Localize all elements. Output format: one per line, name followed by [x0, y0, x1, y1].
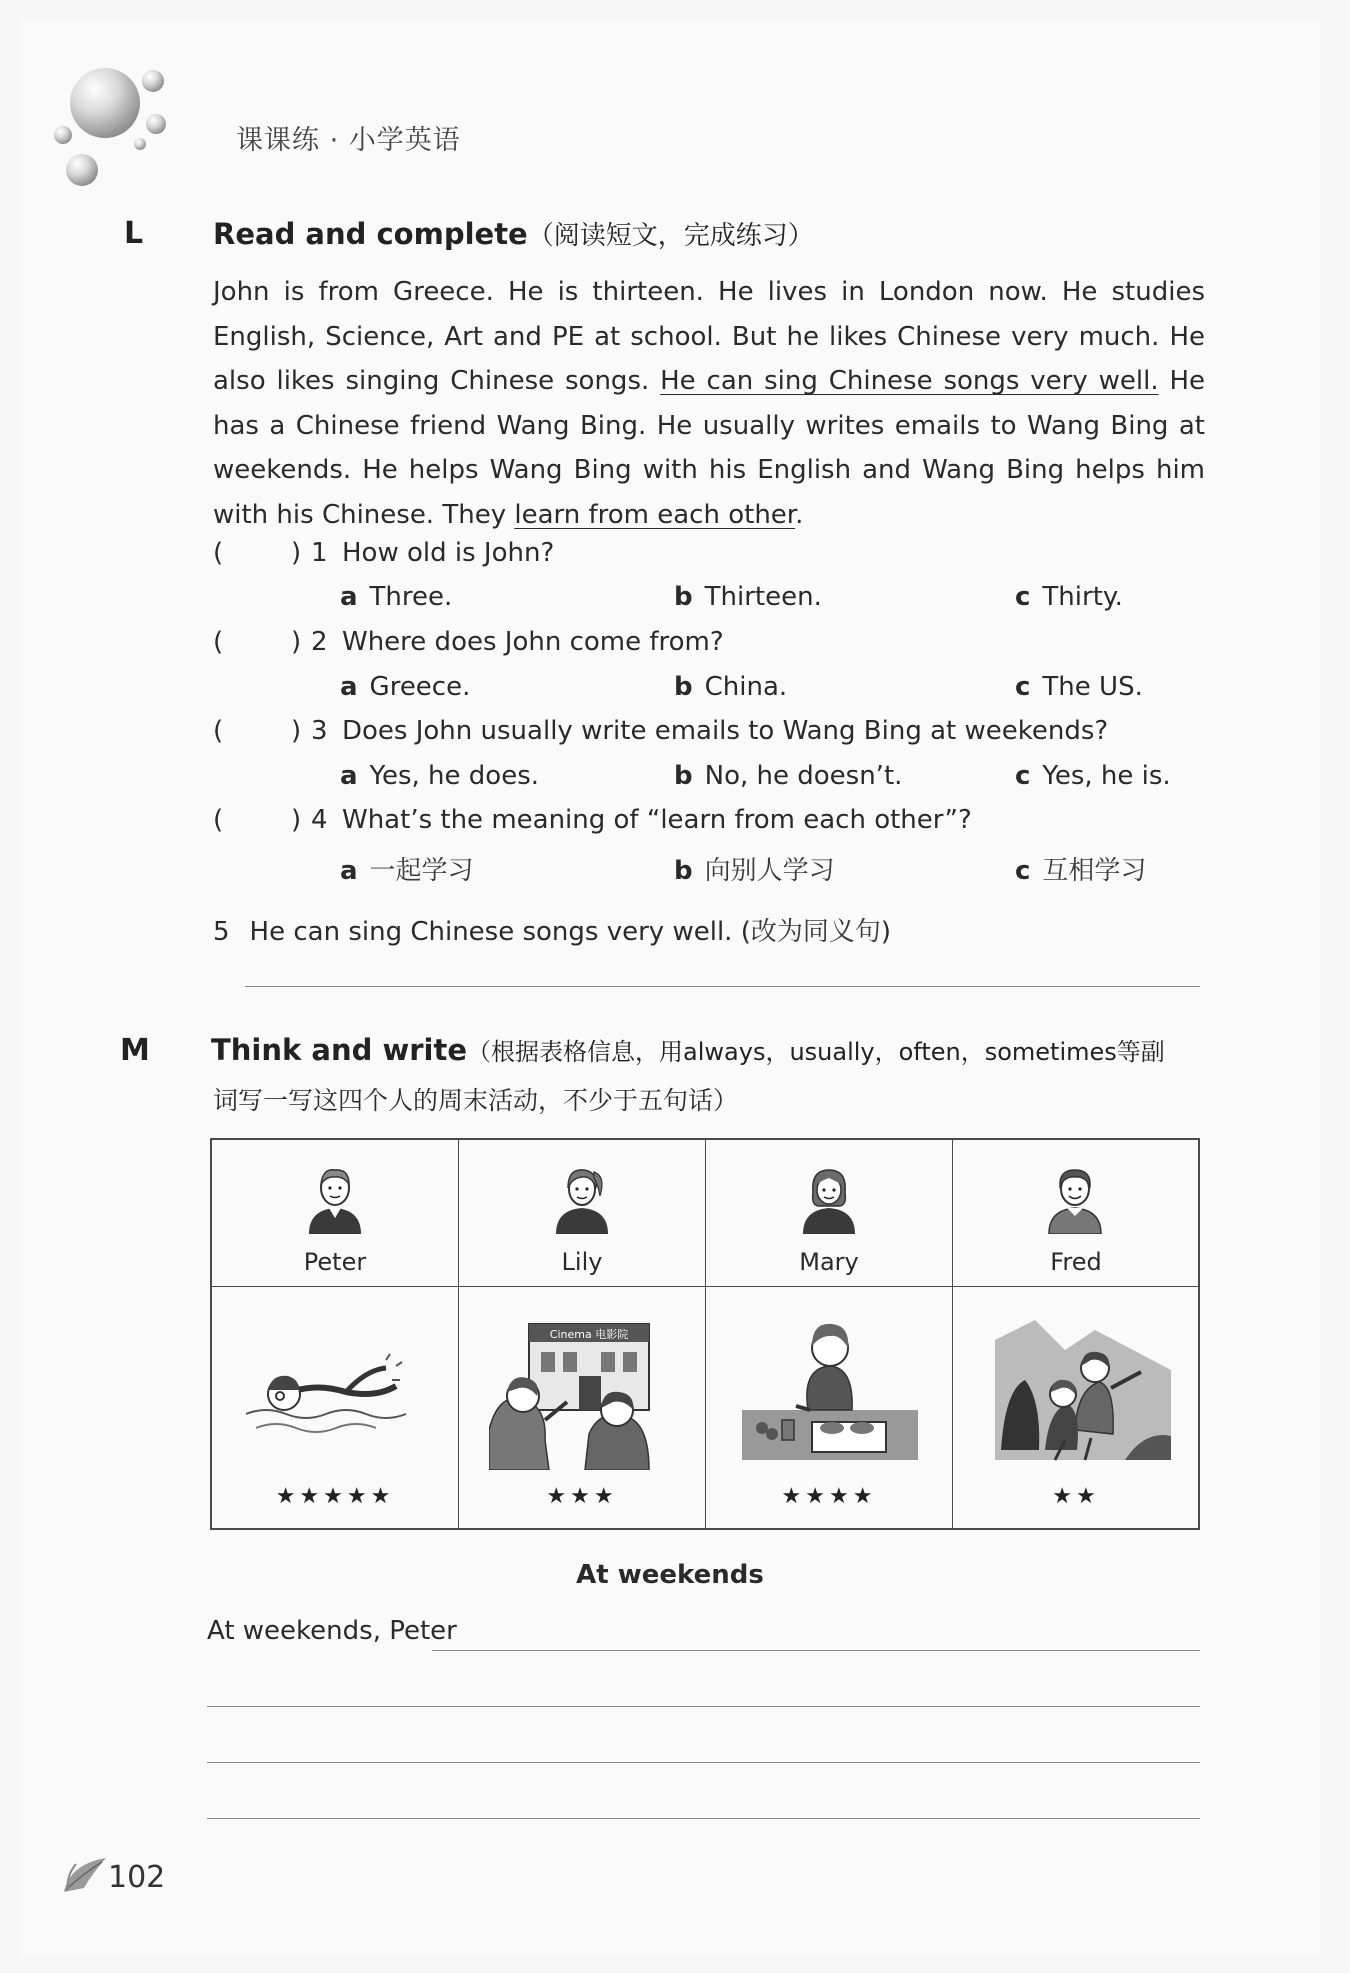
- reading-passage: [213, 270, 1205, 537]
- option-c[interactable]: c Thirty.: [1015, 582, 1123, 612]
- option-c[interactable]: c 互相学习: [1015, 856, 1147, 886]
- passage-underlined-sentence: He can sing Chinese songs very well.: [660, 366, 1159, 396]
- writing-title: At weekends: [576, 1560, 764, 1590]
- question-number: 4: [311, 805, 328, 835]
- question-instruction-cn: 改为同义句: [750, 917, 881, 947]
- option-c[interactable]: c The US.: [1015, 672, 1143, 702]
- boy-avatar-icon: [305, 1162, 365, 1234]
- question-text: Does John usually write emails to Wang Bing at weekends?: [342, 716, 1109, 746]
- option-b[interactable]: b China.: [674, 672, 788, 702]
- section-l-title-en: Read and complete: [213, 217, 528, 251]
- question-3-options: [340, 761, 1240, 801]
- option-a[interactable]: a Yes, he does.: [340, 761, 540, 791]
- option-b[interactable]: b 向别人学习: [674, 856, 835, 886]
- section-m-title-cn: （根据表格信息，用always，usually，often，sometimes等副: [467, 1038, 1165, 1066]
- answer-line[interactable]: [207, 1818, 1200, 1819]
- person-name: Peter: [303, 1248, 367, 1276]
- question-number: 1: [311, 538, 328, 568]
- option-a[interactable]: a Greece.: [340, 672, 471, 702]
- hiking-icon: [995, 1310, 1171, 1470]
- option-b[interactable]: b No, he doesn’t.: [674, 761, 903, 791]
- answer-line[interactable]: [207, 1706, 1200, 1707]
- answer-paren-open[interactable]: (: [213, 716, 224, 746]
- section-m-title: [211, 1032, 1211, 1067]
- swimming-icon: [236, 1310, 412, 1470]
- cinema-icon: [489, 1310, 665, 1470]
- answer-paren-close: ): [291, 805, 302, 835]
- person-name: Lily: [561, 1248, 603, 1276]
- section-m-title-cn-line2: 词写一写这四个人的周末活动，不少于五句话）: [213, 1086, 739, 1115]
- option-a[interactable]: a Three.: [340, 582, 453, 612]
- page-number: 102: [108, 1860, 166, 1895]
- answer-line[interactable]: [432, 1650, 1200, 1651]
- section-l-letter: L: [124, 216, 144, 251]
- option-c[interactable]: c Yes, he is.: [1015, 761, 1171, 791]
- option-b[interactable]: b Thirteen.: [674, 582, 822, 612]
- option-a[interactable]: a 一起学习: [340, 856, 474, 886]
- person-name: Mary: [799, 1248, 859, 1276]
- question-1-options: [340, 582, 1240, 622]
- question-number: 3: [311, 716, 328, 746]
- cinema-sign: Cinema 电影院: [549, 1328, 629, 1341]
- answer-paren-close: ): [291, 627, 302, 657]
- boy-avatar-icon: [1045, 1162, 1105, 1234]
- question-text: How old is John?: [342, 538, 555, 568]
- section-m-letter: M: [120, 1033, 150, 1068]
- passage-text: John is from Greece. He is thirteen. He lives in London now. He studies English, Science, Art and PE at school. But he likes Chinese very much. He also likes singing Chinese songs.: [213, 277, 1205, 396]
- answer-line[interactable]: [245, 986, 1200, 987]
- question-text: Where does John come from?: [342, 627, 724, 657]
- passage-text: He has a Chinese friend Wang Bing. He usually writes emails to Wang Bing at weekends. He helps Wang Bing with his English and Wang Bing helps him with his Chinese. They: [213, 366, 1206, 530]
- baking-icon: [742, 1310, 918, 1470]
- section-l-title-cn: （阅读短文，完成练习）: [527, 221, 814, 251]
- passage-text: .: [795, 499, 804, 530]
- question-5: [213, 911, 891, 948]
- question-number: 5: [213, 917, 230, 947]
- activity-table: [210, 1138, 1200, 1530]
- girl-avatar-icon: [552, 1162, 612, 1234]
- question-4: [213, 805, 1213, 845]
- answer-paren-open[interactable]: (: [213, 538, 224, 568]
- person-name: Fred: [1050, 1248, 1102, 1276]
- rating-stars: ★★★★: [781, 1484, 877, 1509]
- rating-stars: ★★★★★: [275, 1484, 395, 1509]
- rating-stars: ★★★: [546, 1484, 618, 1509]
- answer-paren-close: ): [291, 538, 302, 568]
- answer-paren-open[interactable]: (: [213, 805, 224, 835]
- question-1: [213, 538, 1213, 578]
- question-2: [213, 627, 1213, 667]
- question-4-options: [340, 850, 1240, 890]
- question-close-paren: ): [880, 917, 892, 947]
- question-text: He can sing Chinese songs very well. (: [249, 917, 751, 947]
- book-title: 课课练 · 小学英语: [236, 125, 461, 156]
- girl-avatar-icon: [799, 1162, 859, 1234]
- workbook-page: [20, 18, 1320, 1958]
- bubbles-decoration-icon: [50, 56, 200, 196]
- question-3: [213, 716, 1213, 756]
- question-text: What’s the meaning of “learn from each other”?: [342, 805, 972, 835]
- leaf-decoration-icon: [62, 1854, 108, 1894]
- answer-line[interactable]: [207, 1762, 1200, 1763]
- answer-paren-open[interactable]: (: [213, 627, 224, 657]
- writing-prompt: At weekends, Peter: [207, 1616, 457, 1646]
- question-2-options: [340, 672, 1240, 712]
- passage-underlined-phrase: learn from each other: [514, 499, 796, 530]
- answer-paren-close: ): [291, 716, 302, 746]
- section-l-title: [213, 215, 814, 252]
- question-number: 2: [311, 627, 328, 657]
- rating-stars: ★★: [1052, 1484, 1100, 1509]
- section-m-title-en: Think and write: [211, 1033, 468, 1067]
